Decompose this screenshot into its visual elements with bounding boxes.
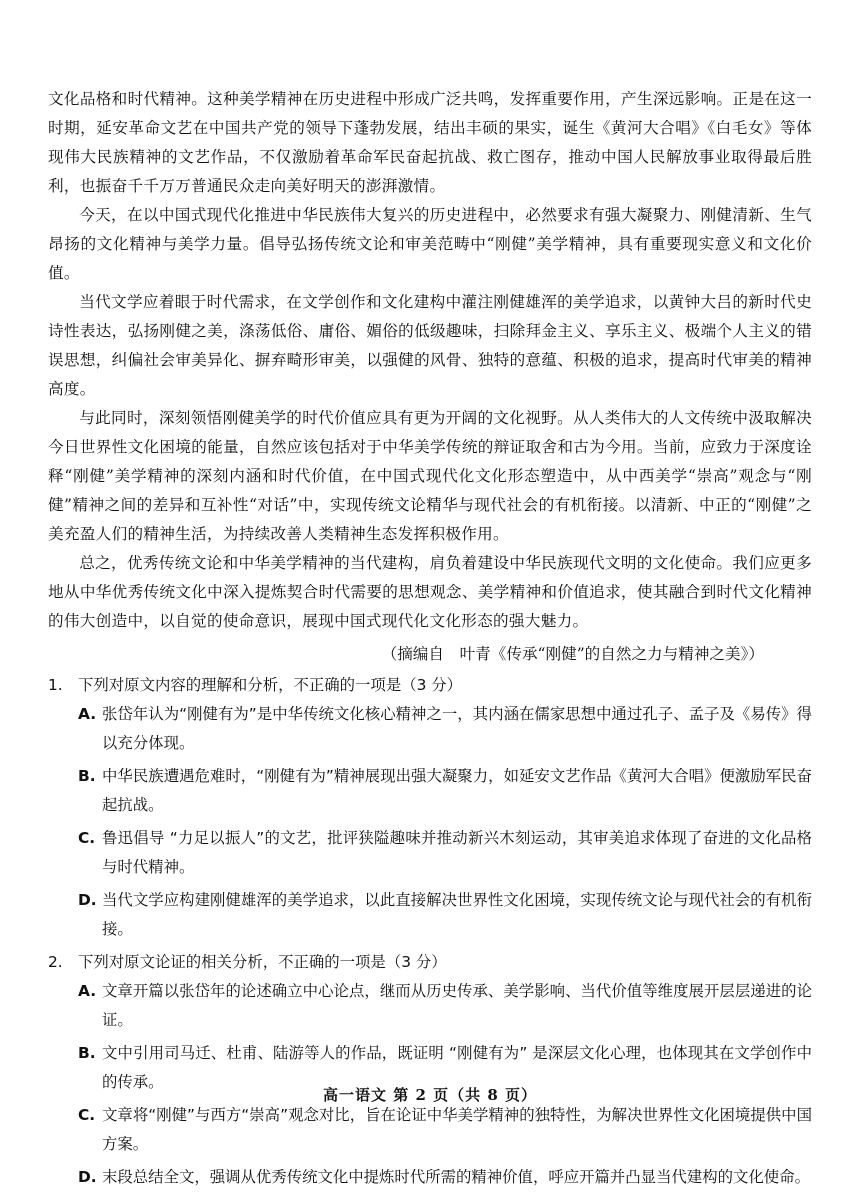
option-letter: A. — [78, 705, 97, 723]
question-list — [48, 671, 812, 1192]
option-text: 中华民族遭遇危难时，“刚健有为”精神展现出强大凝聚力，如延安文艺作品《黄河大合唱》便激励军民奋起抗战。 — [102, 767, 812, 814]
option-letter: C. — [78, 829, 96, 847]
option-text: 张岱年认为“刚健有为”是中华传统文化核心精神之一，其内涵在儒家思想中通过孔子、孟子及《易传》得以充分体现。 — [102, 705, 812, 752]
passage-paragraph: 与此同时，深刻领悟刚健美学的时代价值应具有更为开阔的文化视野。从人类伟大的人文传统中汲取解决今日世界性文化困境的能量，自然应该包括对于中华美学传统的辩证取舍和古为今用。当前，应致力于深度诠释“刚健”美学精神的深刻内涵和时代价值，在中国式现代化文化形态塑造中，从中西美学“崇高”观念与“刚健”精神之间的差异和互补性“对话”中，实现传统文论精华与现代社会的有机衔接。以清新、中正的“刚健”之美充盈人们的精神生活，为持续改善人类精神生态发挥积极作用。 — [48, 409, 812, 543]
question-stem — [48, 948, 812, 977]
reading-passage — [48, 85, 812, 636]
passage-paragraph: 文化品格和时代精神。这种美学精神在历史进程中形成广泛共鸣，发挥重要作用，产生深远影响。正是在这一时期，延安革命文艺在中国共产党的领导下蓬勃发展，结出丰硕的果实，诞生《黄河大合唱》《白毛女》等体现伟大民族精神的文艺作品，不仅激励着革命军民奋起抗战、救亡图存，推动中国人民解放事业取得最后胜利，也振奋千千万万普通民众走向美好明天的澎湃激情。 — [48, 90, 812, 195]
option-letter: B. — [78, 767, 96, 785]
page-footer: 高一语文 第 2 页（共 8 页） — [323, 1086, 537, 1104]
option-c — [78, 1101, 812, 1159]
question-stem — [48, 671, 812, 700]
option-c — [78, 824, 812, 882]
question-stem-text: 下列对原文论证的相关分析，不正确的一项是（3 分） — [78, 953, 447, 971]
passage-paragraph: 当代文学应着眼于时代需求，在文学创作和文化建构中灌注刚健雄浑的美学追求，以黄钟大吕的新时代史诗性表达，弘扬刚健之美，涤荡低俗、庸俗、媚俗的低级趣味，扫除拜金主义、享乐主义、极端个人主义的错误思想，纠偏社会审美异化、摒弃畸形审美，以强健的风骨、独特的意蕴、积极的追求，提高时代审美的精神高度。 — [48, 293, 812, 398]
option-text: 当代文学应构建刚健雄浑的美学追求，以此直接解决世界性文化困境，实现传统文论与现代社会的有机衔接。 — [102, 891, 812, 938]
option-text: 文中引用司马迁、杜甫、陆游等人的作品，既证明 “刚健有为” 是深层文化心理，也体现其在文学创作中的传承。 — [102, 1044, 812, 1091]
question-stem-text: 下列对原文内容的理解和分析，不正确的一项是（3 分） — [78, 676, 463, 694]
question-1 — [48, 671, 812, 944]
option-text: 文章将“刚健”与西方“崇高”观念对比，旨在论证中华美学精神的独特性，为解决世界性文化困境提供中国方案。 — [102, 1106, 812, 1153]
option-text: 鲁迅倡导 “力足以振人”的文艺，批评狭隘趣味并推动新兴木刻运动，其审美追求体现了奋进的文化品格与时代精神。 — [102, 829, 812, 876]
option-d — [78, 886, 812, 944]
option-text: 末段总结全文，强调从优秀传统文化中提炼时代所需的精神价值，呼应开篇并凸显当代建构的文化使命。 — [102, 1168, 810, 1186]
option-letter: A. — [78, 982, 97, 1000]
option-letter: D. — [78, 891, 97, 909]
option-a — [78, 700, 812, 758]
option-text: 文章开篇以张岱年的论述确立中心论点，继而从历史传承、美学影响、当代价值等维度展开层层递进的论证。 — [102, 982, 812, 1029]
option-letter: C. — [78, 1106, 96, 1124]
passage-source: （摘编自 叶青《传承“刚健”的自然之力与精神之美》） — [381, 645, 764, 663]
option-b — [78, 762, 812, 820]
question-number: 2. — [48, 953, 63, 971]
question-number: 1. — [48, 676, 63, 694]
option-list — [78, 700, 812, 944]
passage-paragraph: 总之，优秀传统文论和中华美学精神的当代建构，肩负着建设中华民族现代文明的文化使命。我们应更多地从中华优秀传统文化中深入提炼契合时代需要的思想观念、美学精神和价值追求，使其融合到时代文化精神的伟大创造中，以自觉的使命意识，展现中国式现代化文化形态的强大魅力。 — [48, 554, 812, 630]
option-letter: B. — [78, 1044, 96, 1062]
question-2 — [48, 948, 812, 1192]
option-letter: D. — [78, 1168, 97, 1186]
option-a — [78, 977, 812, 1035]
passage-paragraph: 今天，在以中国式现代化推进中华民族伟大复兴的历史进程中，必然要求有强大凝聚力、刚健清新、生气昂扬的文化精神与美学力量。倡导弘扬传统文论和审美范畴中“刚健”美学精神，具有重要现实意义和文化价值。 — [48, 206, 812, 282]
option-d — [78, 1163, 812, 1192]
